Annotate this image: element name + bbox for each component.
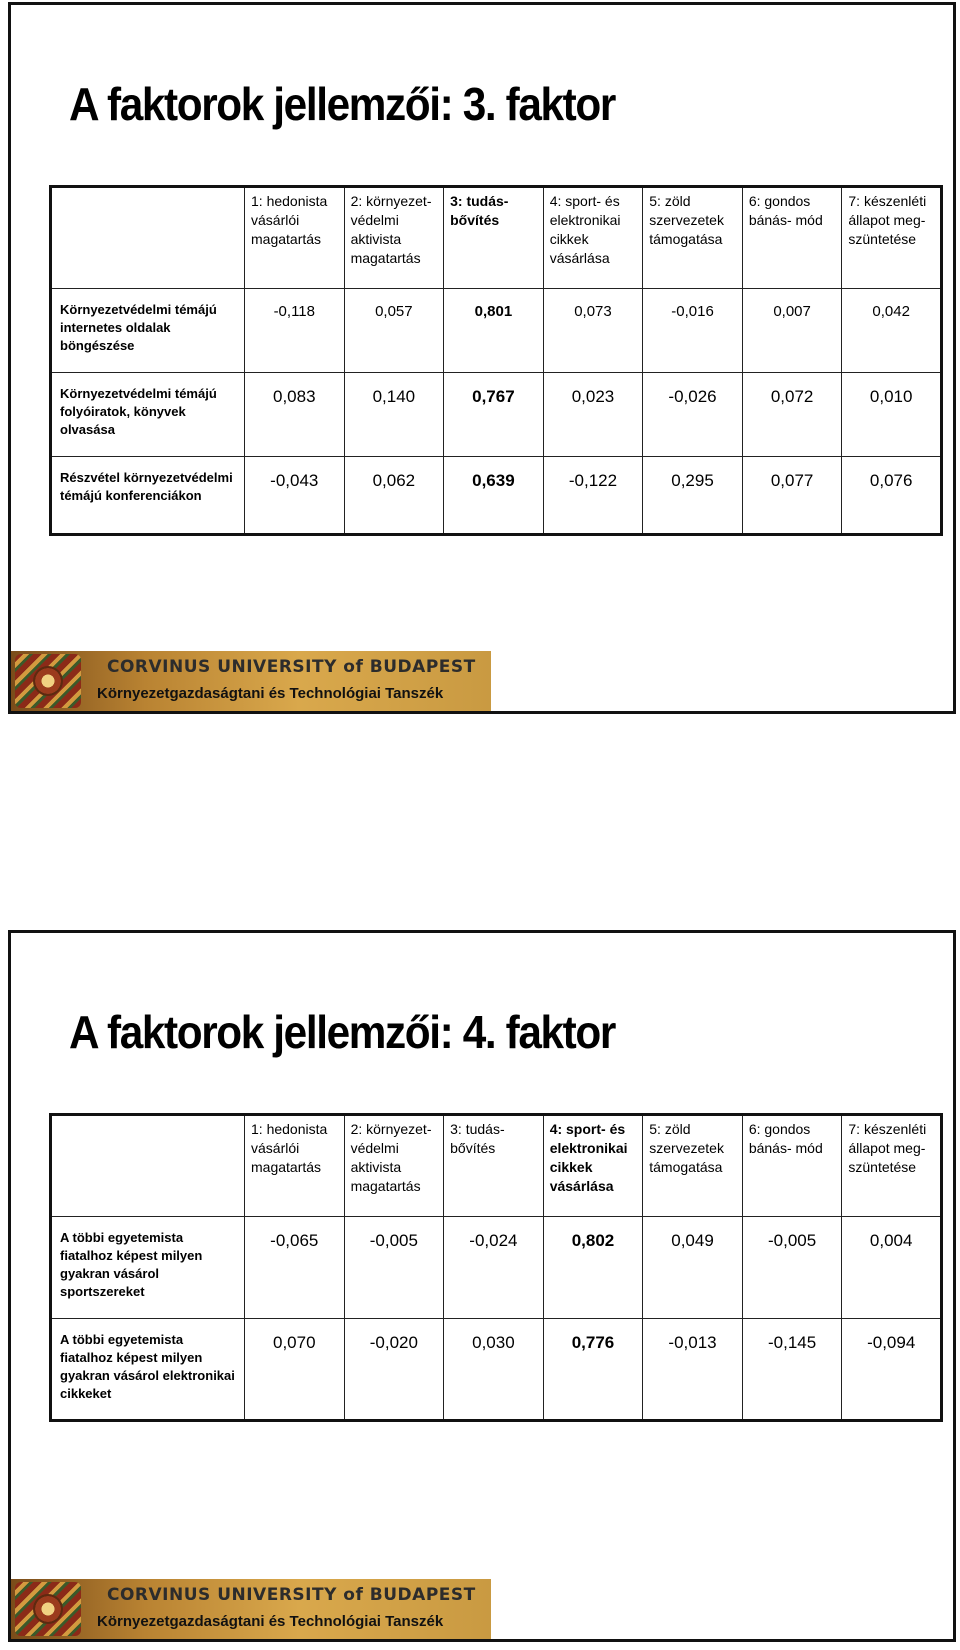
table-row [51,373,942,457]
loading-cell: 0,007 [742,289,842,373]
loading-cell: 0,077 [742,457,842,535]
header-factor-3: 3: tudás- bővítés [444,1115,544,1217]
footer-banner [11,1579,491,1639]
header-factor-2: 2: környezet- védelmi aktivista magatartás [344,1115,444,1217]
header-factor-4: 4: sport- és elektronikai cikkek vásárlása [543,187,643,289]
loading-cell-highlight: 0,767 [444,373,544,457]
loading-cell: -0,145 [742,1319,842,1421]
loading-cell: -0,043 [245,457,345,535]
loading-cell: 0,030 [444,1319,544,1421]
row-label: Részvétel környezetvédelmi témájú konferenciákon [51,457,245,535]
loading-cell: 0,042 [842,289,942,373]
table-row [51,457,942,535]
loading-cell: -0,020 [344,1319,444,1421]
loading-cell: 0,070 [245,1319,345,1421]
loading-cell: 0,062 [344,457,444,535]
university-crest-icon [15,1582,81,1636]
loading-cell-highlight: 0,639 [444,457,544,535]
loading-cell: -0,094 [842,1319,942,1421]
row-label: A többi egyetemista fiatalhoz képest milyen gyakran vásárol elektronikai cikkeket [51,1319,245,1421]
university-name: CORVINUS UNIVERSITY of BUDAPEST [107,1585,476,1605]
loading-cell: -0,005 [344,1217,444,1319]
row-label: Környezetvédelmi témájú internetes oldalak böngészése [51,289,245,373]
loading-cell-highlight: 0,802 [543,1217,643,1319]
loading-cell: -0,065 [245,1217,345,1319]
department-name: Környezetgazdaságtani és Technológiai Tanszék [97,685,444,702]
header-factor-6: 6: gondos bánás- mód [742,187,842,289]
loading-cell-highlight: 0,801 [444,289,544,373]
loading-cell: 0,049 [643,1217,743,1319]
header-factor-1: 1: hedonista vásárlói magatartás [245,187,345,289]
header-factor-3: 3: tudás- bővítés [444,187,544,289]
header-factor-4: 4: sport- és elektronikai cikkek vásárlása [543,1115,643,1217]
factor-loading-table [49,185,943,536]
row-label: Környezetvédelmi témájú folyóiratok, könyvek olvasása [51,373,245,457]
header-empty-cell [51,187,245,289]
header-empty-cell [51,1115,245,1217]
factor-loading-table [49,1113,943,1422]
department-name: Környezetgazdaságtani és Technológiai Tanszék [97,1613,444,1630]
loading-cell: -0,024 [444,1217,544,1319]
loading-cell: -0,013 [643,1319,743,1421]
loading-cell: -0,005 [742,1217,842,1319]
header-factor-7: 7: készenléti állapot meg- szüntetése [842,187,942,289]
loading-cell: -0,016 [643,289,743,373]
slide-title: A faktorok jellemzői: 4. faktor [69,1006,615,1058]
slide-factor-4 [8,930,956,1642]
loading-cell: -0,122 [543,457,643,535]
university-name: CORVINUS UNIVERSITY of BUDAPEST [107,657,476,677]
loading-cell: 0,004 [842,1217,942,1319]
loading-cell: 0,076 [842,457,942,535]
header-row [51,1115,942,1217]
loading-cell: 0,295 [643,457,743,535]
table-row [51,1319,942,1421]
loading-cell: -0,118 [245,289,345,373]
footer-banner [11,651,491,711]
university-crest-icon [15,654,81,708]
header-factor-2: 2: környezet- védelmi aktivista magatartás [344,187,444,289]
header-factor-5: 5: zöld szervezetek támogatása [643,187,743,289]
table-row [51,289,942,373]
loading-cell: 0,023 [543,373,643,457]
loading-cell: 0,010 [842,373,942,457]
loading-cell: 0,072 [742,373,842,457]
header-row [51,187,942,289]
table-row [51,1217,942,1319]
header-factor-1: 1: hedonista vásárlói magatartás [245,1115,345,1217]
loading-cell: 0,073 [543,289,643,373]
loading-cell: 0,083 [245,373,345,457]
slide-title: A faktorok jellemzői: 3. faktor [69,78,615,130]
loading-cell: 0,140 [344,373,444,457]
header-factor-7: 7: készenléti állapot meg- szüntetése [842,1115,942,1217]
loading-cell-highlight: 0,776 [543,1319,643,1421]
slide-factor-3 [8,2,956,714]
loading-cell: -0,026 [643,373,743,457]
header-factor-6: 6: gondos bánás- mód [742,1115,842,1217]
row-label: A többi egyetemista fiatalhoz képest milyen gyakran vásárol sportszereket [51,1217,245,1319]
loading-cell: 0,057 [344,289,444,373]
header-factor-5: 5: zöld szervezetek támogatása [643,1115,743,1217]
